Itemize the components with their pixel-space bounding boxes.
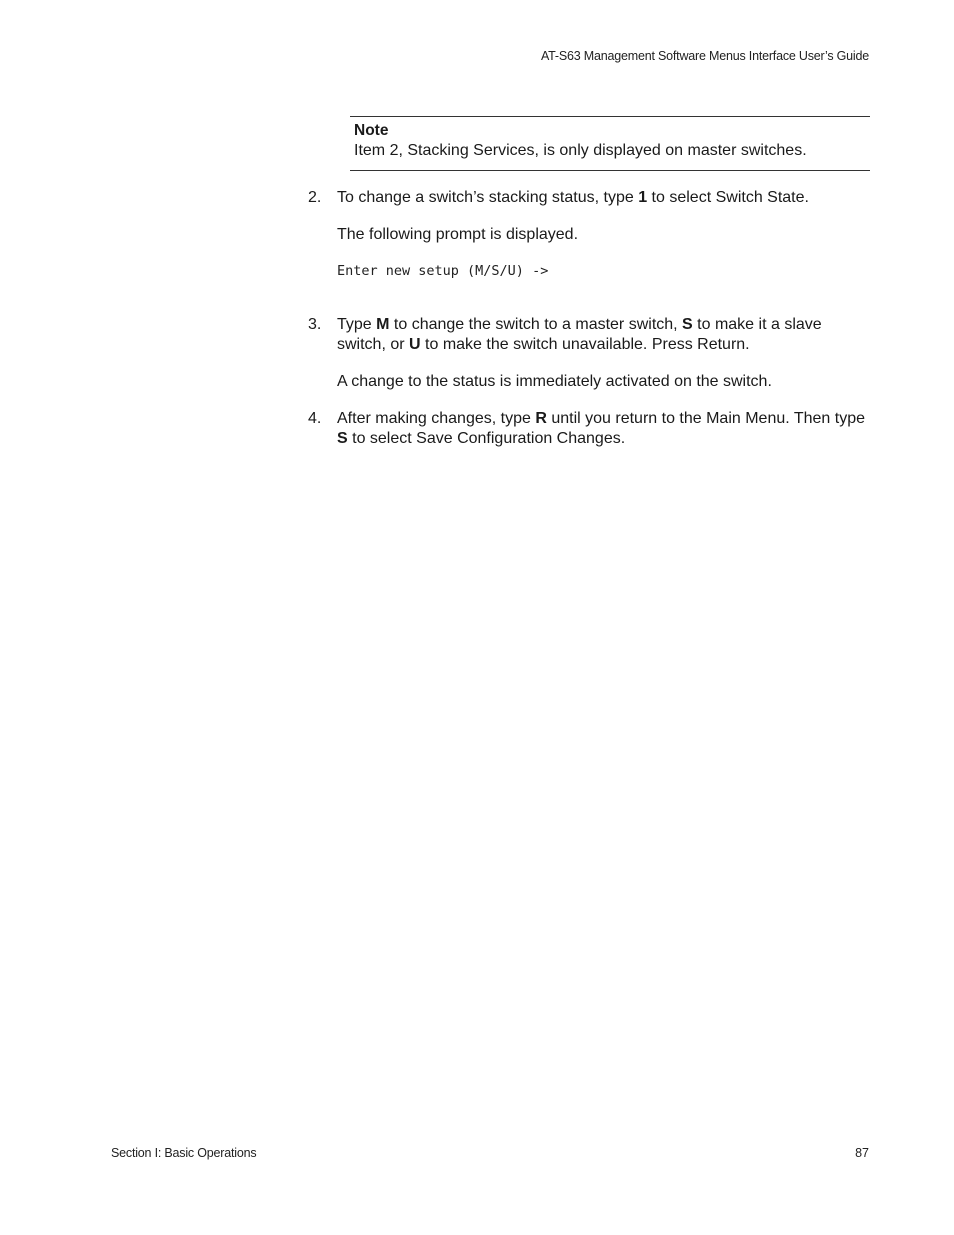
step-text: To change a switch’s stacking status, type 1 to select Switch State. [337,189,809,206]
note-title: Note [354,122,389,139]
step-text: The following prompt is displayed. [337,226,579,243]
key-name: R [535,410,547,427]
step-number: 4. [308,410,322,427]
step-number: 2. [308,189,322,206]
note-box [350,116,870,171]
step-number: 3. [308,316,322,333]
key-name: M [376,316,390,333]
list-item [308,315,873,392]
page-number: 87 [855,1146,869,1160]
key-name: S [337,430,348,447]
key-name: U [409,336,421,353]
key-name: S [682,316,693,333]
step-text: Type M to change the switch to a master switch, S to make it a slave switch, or U to make the switch unavailable. Press Return. [337,316,822,353]
running-header: AT-S63 Management Software Menus Interface User’s Guide [540,49,869,63]
step-text: After making changes, type R until you return to the Main Menu. Then type S to select Save Configuration Changes. [337,410,865,447]
list-item [308,188,873,298]
footer-section: Section I: Basic Operations [111,1146,257,1160]
prompt-code: Enter new setup (M/S/U) -> [337,263,549,279]
key-name: 1 [638,189,648,206]
steps-list [308,188,873,466]
note-text: Item 2, Stacking Services, is only displayed on master switches. [354,142,807,159]
step-text: A change to the status is immediately activated on the switch. [337,373,772,390]
list-item [308,409,873,449]
